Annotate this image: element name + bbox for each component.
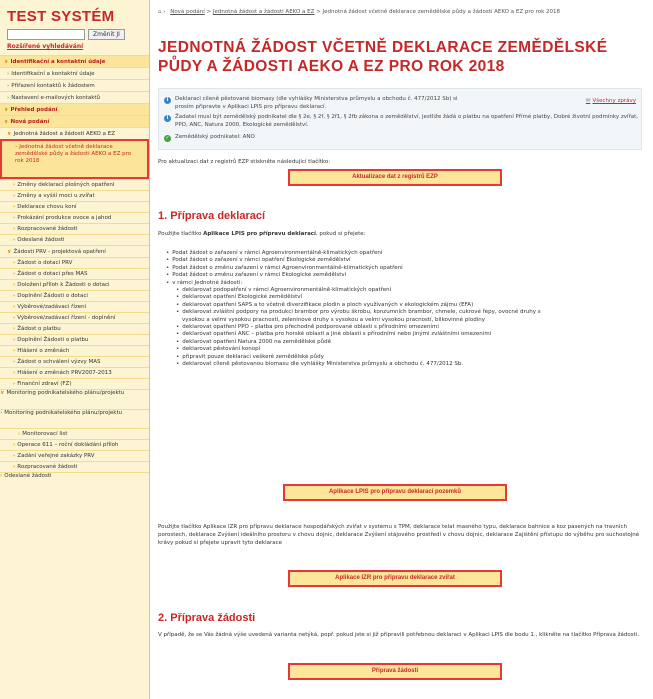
prepare-application-button[interactable]: Příprava žádosti [288, 663, 502, 680]
chevron-right-icon: › [13, 359, 16, 365]
sidebar-item-label: Hlášení o změnách PRV2007-2013 [17, 370, 112, 376]
chevron-right-icon: › [13, 326, 16, 332]
page-title: JEDNOTNÁ ŽÁDOST VČETNĚ DEKLARACE ZEMĚDĚLSKÉ PŮDY A ŽÁDOSTI AEKO A EZ PRO ROK 2018 [158, 39, 608, 75]
sidebar-item-label: Prokázání produkce ovoce a jahod [17, 215, 112, 221]
chevron-right-icon: › [13, 304, 16, 310]
breadcrumb-link[interactable]: Jednotná žádost a žádosti AEKO a EZ [212, 9, 315, 15]
sidebar-item[interactable] [0, 428, 149, 439]
sidebar-item[interactable] [0, 91, 149, 103]
sidebar-item-label: Výběrové/zadávací řízení - doplnění [17, 315, 116, 321]
intro-text: , pokud si přejete: [315, 231, 366, 237]
info-icon: i [164, 115, 171, 122]
list-item: • připravit pouze deklaraci veškeré zemědělské půdy [166, 354, 636, 361]
sidebar-item[interactable] [0, 268, 149, 279]
sidebar-item-label: Identifikační a kontaktní údaje [10, 58, 106, 65]
sidebar-item[interactable] [0, 409, 149, 428]
list-item: • deklarovat opatření Ekologické zemědělství [166, 294, 636, 301]
home-icon[interactable]: ⌂ › [158, 9, 166, 15]
sidebar-item[interactable] [0, 212, 149, 223]
breadcrumb-sep: > [316, 9, 321, 15]
sidebar-item[interactable] [0, 223, 149, 234]
breadcrumb-sep: > [206, 9, 212, 15]
chevron-right-icon: › [13, 293, 16, 299]
chevron-right-icon: › [13, 348, 16, 354]
sidebar-item-label: Monitorovací list [22, 431, 68, 437]
sidebar-item[interactable] [0, 290, 149, 301]
sidebar-item[interactable] [0, 323, 149, 334]
izr-app-button[interactable]: Aplikace IZR pro přípravu deklarace zvířat [288, 570, 502, 587]
sidebar-item-label: Jednotná žádost včetně deklarace zemědělské půdy a žádosti AEKO a EZ pro rok 2018 [15, 144, 132, 164]
breadcrumb-current: Jednotná žádost včetně deklarace zemědělské půdy a žádosti AEKO a EZ pro rok 2018 [322, 9, 561, 15]
sidebar-item[interactable] [0, 103, 149, 115]
sidebar-item-label: Zadání veřejné zakázky PRV [17, 453, 95, 459]
update-registry-button[interactable]: Aktualizace dat z registrů EZP [288, 169, 502, 186]
breadcrumb [158, 9, 560, 15]
chevron-right-icon: › [13, 464, 16, 470]
main-content [158, 0, 648, 699]
info-icon: i [164, 97, 171, 104]
sidebar-item[interactable] [0, 334, 149, 345]
sidebar-item[interactable] [0, 389, 149, 409]
sidebar-item-label: Identifikační a kontaktní údaje [11, 70, 95, 77]
bullet-list [166, 250, 636, 369]
sidebar-item-label: Odeslané žádosti [4, 473, 52, 479]
sidebar-item[interactable] [0, 55, 149, 67]
sidebar-item-label: Monitoring podnikatelského plánu/projektu [6, 390, 125, 396]
list-item: • Podat žádost o změnu zařazení v rámci Ekologické zemědělství [166, 272, 636, 279]
messages-icon: ✉ [585, 98, 591, 104]
breadcrumb-link[interactable]: Nová podání [170, 9, 205, 15]
list-item: • deklarovat opatření ANC – platba pro horské oblasti a jiné oblasti s přírodními nebo jinými zvláštními omezeními [166, 331, 636, 338]
chevron-right-icon: › [13, 337, 16, 343]
sidebar-item-label: Operace 611 – roční dokládání příloh [17, 442, 119, 448]
list-item: • deklarovat cíleně pěstovanou biomasu dle vyhlášky Ministerstva průmyslu a obchodu č. 477/2012 Sb. [166, 361, 636, 368]
sidebar-item-label: Přehled podání [10, 106, 58, 113]
sidebar-item-label: Odeslané žádosti [17, 237, 65, 243]
sidebar-item[interactable] [0, 245, 149, 257]
sidebar-item-label: Jednotná žádost a žádosti AEKO a EZ [13, 130, 115, 137]
chevron-right-icon: › [15, 144, 18, 150]
list-item: • deklarovat opatření Natura 2000 na zemědělské půdě [166, 339, 636, 346]
list-item: • deklarovat zvláštní podpory na produkci brambor pro výrobu škrobu, konzumních brambor, chmele, cukrové řepy, ovocné druhy s [166, 309, 636, 316]
list-item: • v rámci Jednotné žádosti: [166, 280, 636, 287]
sidebar-item-label: Deklarace chovu koní [17, 204, 77, 210]
chevron-right-icon: › [13, 204, 16, 210]
chevron-right-icon: › [18, 431, 21, 437]
section-2-text: V případě, že se Vás žádná výše uvedená varianta netýká, popř. pokud jste si již připravili potřebnou deklaraci v Aplikaci LPIS dle bodu 1., klikněte na tlačítko Příprava žádosti. [158, 632, 640, 638]
chevron-right-icon: › [7, 82, 10, 89]
sidebar-item[interactable] [0, 234, 149, 245]
sidebar-item-label: Monitoring podnikatelského plánu/projektu [4, 410, 123, 416]
sidebar-item-label: Nová podání [10, 118, 50, 125]
notice-text: Deklaraci cíleně pěstované biomasy (dle vyhlášky Ministerstva průmyslu a obchodu č. 477/2012 Sb) si prosím připravte v Aplikaci LPIS pro přípravu deklarací. [175, 96, 458, 110]
all-messages-label: Všechny zprávy [592, 98, 636, 104]
section-1-intro [158, 230, 642, 238]
advanced-search-link[interactable]: Rozšířené vyhledávání [7, 43, 84, 50]
notice-text: Zemědělský podnikatel: ANO [175, 134, 255, 140]
chevron-down-icon: ∨ [4, 106, 9, 113]
chevron-right-icon: › [7, 94, 10, 101]
sidebar-item-label: Rozpracované žádosti [17, 464, 78, 470]
sidebar-item-label: Žádosti PRV - projektová opatření [13, 248, 106, 255]
sidebar-item-label: Doplnění Žádosti o dotaci [17, 293, 88, 299]
chevron-right-icon: › [13, 282, 16, 288]
sidebar-item-label: Žádost o schválení výzvy MAS [17, 359, 101, 365]
sidebar-item-label: Doplnění Žádosti o platbu [17, 337, 89, 343]
chevron-right-icon: › [13, 442, 16, 448]
sidebar-item[interactable] [0, 312, 149, 323]
chevron-right-icon: › [13, 370, 16, 376]
sidebar-item-label: Hlášení o změnách [17, 348, 70, 354]
sidebar [0, 0, 150, 699]
chevron-right-icon: › [13, 193, 16, 199]
chevron-right-icon: › [13, 182, 16, 188]
intro-text: Použijte tlačítko [158, 231, 202, 237]
list-item: • deklarovat opatření SAPS a to včetně diverzifikace plodin a ploch využívaných v ekologickém zájmu (EFA) [166, 302, 636, 309]
section-2-title: 2. Příprava žádosti [158, 612, 256, 624]
list-item: • Podat žádost o zařazení v rámci Agroenvironmentálně-klimatických opatření [166, 250, 636, 257]
izr-instruction: Použijte tlačítko Aplikace IZR pro přípravu deklarace hospodářských zvířat v systému s TPM, deklarace telat masného typu, deklarace bahnice a koz pasených na travních porostech, deklarace Zvýšení ideálního prostoru v chovu dojnic, deklarace Zvýšení stájového prostředí v chovu dojnic, deklarace Zajištění přístupu do výběhu pro suchostojné krávy pokud si přejete upravit tyto deklarace [158, 524, 640, 546]
chevron-right-icon: › [13, 237, 16, 243]
notice-row [164, 133, 604, 142]
sidebar-item-label: Žádost o platbu [17, 326, 61, 332]
list-item: • Podat žádost o zařazení v rámci opatření Ekologické zemědělství [166, 257, 636, 264]
sidebar-item[interactable] [0, 378, 149, 389]
chevron-right-icon: › [13, 226, 16, 232]
sidebar-item-label: Přiřazení kontaktů k žádostem [11, 82, 95, 89]
intro-bold: Aplikace LPIS pro přípravu deklarací [203, 231, 316, 237]
sidebar-item-label: Finanční zdraví (FZ) [17, 381, 72, 387]
list-item: • Podat žádost o změnu zařazení v rámci Agroenvironmentálně-klimatických opatření [166, 265, 636, 272]
sidebar-item-label: Žádost o dotaci přes MAS [17, 271, 88, 277]
chevron-right-icon: › [13, 315, 16, 321]
sidebar-item-label: Nastavení e-mailových kontaktů [11, 94, 101, 101]
sidebar-item[interactable] [0, 461, 149, 472]
chevron-down-icon: ∨ [7, 248, 12, 255]
sidebar-item[interactable] [0, 139, 149, 179]
sidebar-item[interactable] [0, 345, 149, 356]
sidebar-item[interactable] [0, 201, 149, 212]
chevron-right-icon: › [13, 453, 16, 459]
sidebar-item[interactable] [0, 179, 149, 190]
sidebar-item-label: Doložení příloh k Žádosti o dotaci [17, 282, 110, 288]
section-1-title: 1. Příprava deklarací [158, 210, 266, 222]
chevron-right-icon: › [0, 410, 3, 416]
sidebar-item-label: Rozpracované žádosti [17, 226, 78, 232]
all-messages-link[interactable] [586, 97, 636, 105]
search-button[interactable]: Změnit JI [88, 29, 125, 40]
sidebar-item[interactable] [0, 301, 149, 312]
chevron-down-icon: ∨ [4, 58, 9, 65]
check-icon: ✓ [165, 135, 170, 141]
sidebar-item[interactable] [0, 439, 149, 450]
notice-text: Žadatel musí být zemědělský podnikatel dle § 2e, § 2f, § 2f1, § 2fb zákona o zemědělství, jestliže žádá o platbu na opatření Přímé platby, Dobré životní podmínky zvířat, PPO, ANC, Natura 2000, Ekologické zemědělství. [175, 114, 639, 128]
chevron-right-icon: › [13, 381, 16, 387]
search-input[interactable] [7, 29, 85, 40]
update-instruction: Pro aktualizaci dat z registrů EZP stiskněte následující tlačítko: [158, 159, 331, 165]
search-row [0, 29, 149, 40]
chevron-right-icon: › [13, 215, 16, 221]
sidebar-item[interactable] [0, 257, 149, 268]
sidebar-item[interactable] [0, 367, 149, 378]
chevron-down-icon: ∨ [7, 130, 12, 137]
list-item: • deklarovat podopatření v rámci Agroenvironmentálně-klimatických opatření [166, 287, 636, 294]
chevron-right-icon: › [7, 70, 10, 77]
sidebar-item-label: Žádost o dotaci PRV [17, 260, 73, 266]
notice-row [164, 95, 604, 110]
sidebar-item[interactable] [0, 127, 149, 139]
chevron-down-icon: ∨ [0, 390, 5, 396]
sidebar-item[interactable] [0, 356, 149, 367]
sidebar-item[interactable] [0, 450, 149, 461]
lpis-app-button[interactable]: Aplikace LPIS pro přípravu deklarací pozemků [283, 484, 507, 501]
chevron-right-icon: › [13, 271, 16, 277]
sidebar-item-label: Změny deklarací plošných opatření [17, 182, 115, 188]
list-item: vysokou a velmi vysokou pracností, zeleninové druhy s vysokou a velmi vysokou pracností, bílkovinné plodiny [182, 316, 485, 323]
chevron-down-icon: ∨ [4, 118, 9, 125]
chevron-right-icon: › [13, 260, 16, 266]
sidebar-nav [0, 55, 149, 486]
sidebar-item-label: Změny a vyšší moci u zvířat [17, 193, 95, 199]
sidebar-item[interactable] [0, 115, 149, 127]
sidebar-item[interactable] [0, 79, 149, 91]
notice-box [158, 88, 642, 150]
sidebar-item-label: Výběrové/zadávací řízení [17, 304, 87, 310]
sidebar-item[interactable] [0, 190, 149, 201]
notice-row [164, 113, 639, 128]
sidebar-item[interactable] [0, 472, 149, 486]
list-item: • deklarovat pěstování konopí [166, 346, 636, 353]
sidebar-item[interactable] [0, 279, 149, 290]
sidebar-item[interactable] [0, 67, 149, 79]
list-item: • deklarovat opatření PPO – platba pro přechodně podporované oblasti s přírodními omezeními [166, 324, 636, 331]
chevron-right-icon: › [0, 473, 3, 479]
system-title: TEST SYSTÉM [7, 8, 115, 25]
